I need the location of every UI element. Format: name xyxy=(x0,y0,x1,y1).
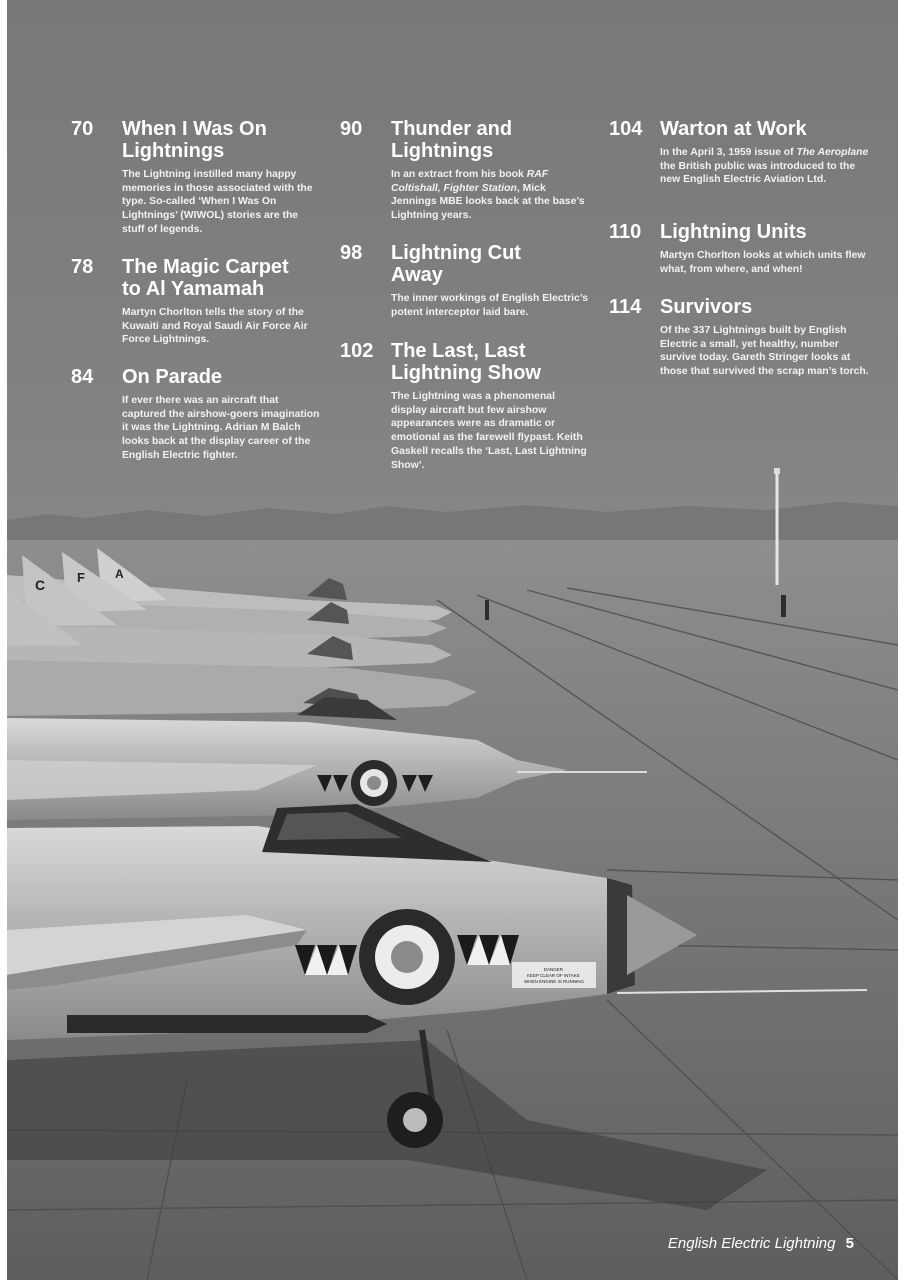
page-number: 78 xyxy=(71,256,94,278)
article-description xyxy=(660,324,869,379)
page-number: 70 xyxy=(71,118,94,140)
page-number: 84 xyxy=(71,366,94,388)
article-title: Thunder and Lightnings xyxy=(391,118,513,162)
article-description xyxy=(122,168,321,237)
contents-entry[interactable] xyxy=(609,221,869,276)
magazine-page xyxy=(7,0,898,1280)
article-description xyxy=(122,394,321,463)
article-title: Lightning Cut Away xyxy=(391,242,521,286)
article-title: Lightning Units xyxy=(660,221,807,243)
page-number: 110 xyxy=(609,221,642,243)
fin-letter: F xyxy=(77,570,85,585)
tree-line xyxy=(7,502,898,545)
description-run: Martyn Chorlton tells the story of the Kuwaiti and Royal Saudi Air Force Air Force Lightnings. xyxy=(122,307,308,346)
article-description xyxy=(391,390,590,472)
publication-title: English Electric Lightning xyxy=(667,1235,836,1252)
page-footer xyxy=(668,1235,854,1252)
contents-entry[interactable] xyxy=(340,340,590,472)
description-italic-run: The Aeroplane xyxy=(796,147,869,158)
contents-entry[interactable] xyxy=(340,242,590,319)
description-run: the British public was introduced to the new English Electric Aviation Ltd. xyxy=(660,160,856,186)
fin-letter: C xyxy=(35,577,46,593)
contents-entry[interactable] xyxy=(71,366,321,463)
article-title: The Last, Last Lightning Show xyxy=(391,340,541,384)
fin-letter: A xyxy=(115,567,124,581)
page-number: 90 xyxy=(340,118,363,140)
contents-entry[interactable] xyxy=(71,118,321,237)
page-number: 114 xyxy=(609,296,642,318)
article-description xyxy=(391,292,590,319)
page-number: 104 xyxy=(609,118,643,140)
contents-entry[interactable] xyxy=(609,296,869,379)
description-italic-run: RAF Coltishall, Fighter Station xyxy=(391,169,549,194)
description-run: The inner workings of English Electric’s potent interceptor laid bare. xyxy=(391,293,589,318)
article-title: Survivors xyxy=(660,296,753,318)
contents-entry[interactable] xyxy=(71,256,321,347)
article-description xyxy=(660,249,869,276)
article-title: Warton at Work xyxy=(660,118,807,140)
description-run: If ever there was an aircraft that captured the airshow-goers imagination it was the Lightning. Adrian M Balch looks back at the display career of the English Electric fighter. xyxy=(122,395,320,461)
article-title: The Magic Carpet to Al Yamamah xyxy=(122,256,289,300)
description-run: In the April 3, 1959 issue of xyxy=(660,147,797,158)
description-run: In an extract from his book xyxy=(391,169,527,180)
article-description xyxy=(391,168,590,223)
contents-entry[interactable] xyxy=(340,118,590,223)
contents-entry[interactable] xyxy=(609,118,869,187)
folio-number: 5 xyxy=(845,1235,854,1252)
description-run: The Lightning was a phenomenal display aircraft but few airshow appearances were as dramatic or emotional as the farewell flypast. Keith Gaskell recalls the ‘Last, Last Lightning Show’. xyxy=(391,391,587,471)
page-number: 98 xyxy=(340,242,363,264)
description-run: Of the 337 Lightnings built by English Electric a small, yet healthy, number survive today. Gareth Stringer looks at those that survived the scrap man’s torch. xyxy=(660,325,869,378)
description-run: , Mick Jennings MBE looks back at the base’s Lightning years. xyxy=(391,182,585,222)
article-title: On Parade xyxy=(122,366,223,388)
svg-text:DANGER KEEP CLEAR OF INT: DANGER KEEP CLEAR OF INTAKE WHEN ENGINE IS RUNNING xyxy=(523,967,585,984)
page-number: 102 xyxy=(340,340,374,362)
article-description xyxy=(122,306,321,347)
article-title: When I Was On Lightnings xyxy=(122,118,267,162)
description-run: The Lightning instilled many happy memories in those associated with the type. So-called ‘When I Was On Lightnings’ (WIWOL) stories are the stuff of legends. xyxy=(122,169,313,235)
description-run: Martyn Chorlton looks at which units flew what, from where, and when! xyxy=(660,250,866,275)
article-description xyxy=(660,146,869,187)
